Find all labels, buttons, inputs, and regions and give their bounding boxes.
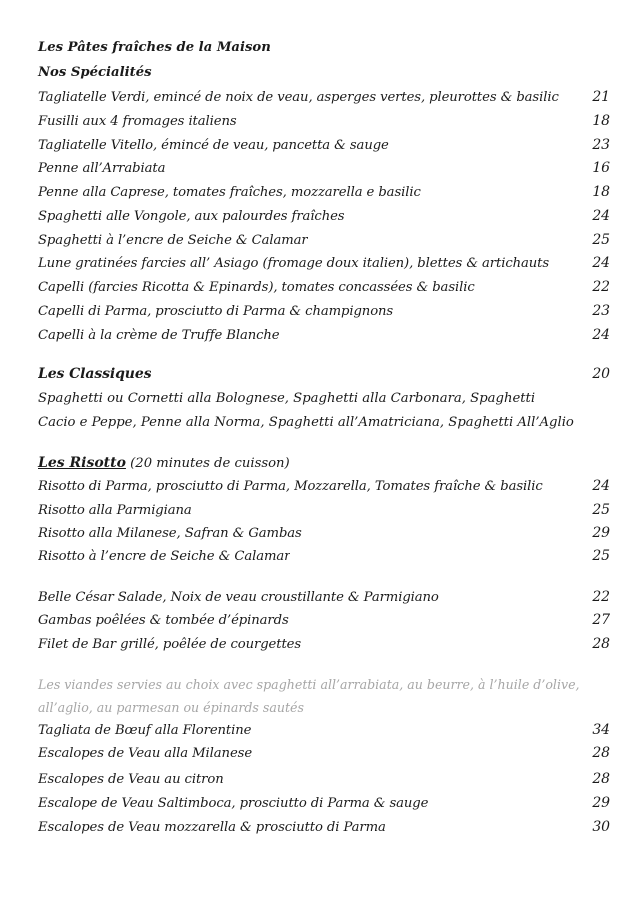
dish-name: Tagliata de Bœuf alla Florentine [38, 723, 252, 738]
menu-item [38, 612, 610, 634]
dish-name: Tagliatelle Vitello, émincé de veau, pancetta & sauge [38, 138, 389, 153]
dish-name: Risotto à l’encre de Seiche & Calamar [38, 549, 291, 564]
specialites-heading: Nos Spécialités [38, 65, 152, 80]
risotto-header [38, 455, 610, 471]
dish-price: 22 [592, 279, 610, 295]
dish-price: 24 [592, 478, 610, 494]
dish-price: 30 [592, 819, 610, 835]
menu-item [38, 745, 610, 767]
dish-price: 29 [592, 795, 610, 811]
dish-name: Tagliatelle Verdi, emincé de noix de veau, asperges vertes, pleurottes & basilic [38, 90, 559, 105]
dish-price: 18 [592, 184, 610, 200]
dish-price: 18 [592, 113, 610, 129]
dish-price: 23 [592, 137, 610, 153]
dish-name: Risotto alla Parmigiana [38, 503, 192, 518]
menu-item [38, 137, 610, 159]
menu-item [38, 636, 610, 658]
dish-price: 25 [592, 502, 610, 518]
risotto-heading: Les Risotto [38, 455, 126, 471]
menu-item [38, 589, 610, 611]
dish-name: Penne alla Caprese, tomates fraîches, mozzarella e basilic [38, 185, 421, 200]
classiques-line-1: Spaghetti ou Cornetti alla Bolognese, Spaghetti alla Carbonara, Spaghetti [38, 391, 536, 406]
dish-name: Risotto di Parma, prosciutto di Parma, Mozzarella, Tomates fraîche & basilic [38, 479, 543, 494]
menu-item [38, 255, 610, 277]
dish-name: Capelli di Parma, prosciutto di Parma & champignons [38, 304, 394, 319]
menu-item [38, 89, 610, 111]
dish-price: 34 [592, 722, 610, 738]
menu-item [38, 208, 610, 230]
dish-price: 25 [592, 548, 610, 564]
menu-item [38, 502, 610, 524]
classiques-heading: Les Classiques [38, 366, 152, 382]
menu-item [38, 795, 610, 817]
menu-item [38, 525, 610, 547]
menu-item [38, 548, 610, 570]
menu-item [38, 160, 610, 182]
dish-price: 28 [592, 636, 610, 652]
dish-name: Fusilli aux 4 fromages italiens [38, 114, 237, 129]
menu-item [38, 279, 610, 301]
dish-price: 16 [592, 160, 610, 176]
dish-name: Gambas poêlées & tombée d’épinards [38, 613, 289, 628]
dish-name: Risotto alla Milanese, Safran & Gambas [38, 526, 302, 541]
menu-item [38, 232, 610, 254]
classiques-header [38, 366, 610, 388]
risotto-note: (20 minutes de cuisson) [130, 456, 290, 471]
dish-name: Escalopes de Veau au citron [38, 772, 224, 787]
dish-name: Capelli à la crème de Truffe Blanche [38, 328, 280, 343]
dish-name: Filet de Bar grillé, poêlée de courgettes [38, 637, 302, 652]
menu-item [38, 327, 610, 349]
dish-name: Escalopes de Veau mozzarella & prosciutto di Parma [38, 820, 386, 835]
dish-price: 22 [592, 589, 610, 605]
menu-item [38, 819, 610, 841]
dish-name: Escalope de Veau Saltimboca, prosciutto di Parma & sauge [38, 796, 429, 811]
classiques-line-2: Cacio e Peppe, Penne alla Norma, Spaghetti all’Amatriciana, Spaghetti All’Aglio [38, 415, 574, 430]
dish-price: 24 [592, 208, 610, 224]
dish-name: Spaghetti à l’encre de Seiche & Calamar [38, 233, 308, 248]
menu-item [38, 113, 610, 135]
dish-price: 27 [592, 612, 610, 628]
menu-item [38, 478, 610, 500]
dish-name: Spaghetti alle Vongole, aux palourdes fraîches [38, 209, 345, 224]
dish-price: 24 [592, 255, 610, 271]
viandes-note-line-2: all’aglio, au parmesan ou épinards sautés [38, 700, 304, 715]
dish-price: 21 [592, 89, 610, 105]
menu-item [38, 722, 610, 744]
dish-name: Lune gratinées farcies all’ Asiago (fromage doux italien), blettes & artichauts [38, 256, 550, 271]
page-title: Les Pâtes fraîches de la Maison [38, 40, 271, 55]
menu-item [38, 771, 610, 793]
dish-price: 23 [592, 303, 610, 319]
dish-price: 28 [592, 771, 610, 787]
classiques-price: 20 [592, 366, 610, 382]
dish-name: Penne all’Arrabiata [38, 161, 166, 176]
dish-price: 24 [592, 327, 610, 343]
dish-name: Belle César Salade, Noix de veau croustillante & Parmigiano [38, 590, 439, 605]
menu-item [38, 184, 610, 206]
dish-name: Escalopes de Veau alla Milanese [38, 746, 253, 761]
dish-name: Capelli (farcies Ricotta & Epinards), tomates concassées & basilic [38, 280, 475, 295]
dish-price: 28 [592, 745, 610, 761]
viandes-note-line-1: Les viandes servies au choix avec spaghetti all’arrabiata, au beurre, à l’huile d’olive, [38, 677, 580, 692]
dish-price: 25 [592, 232, 610, 248]
dish-price: 29 [592, 525, 610, 541]
menu-item [38, 303, 610, 325]
